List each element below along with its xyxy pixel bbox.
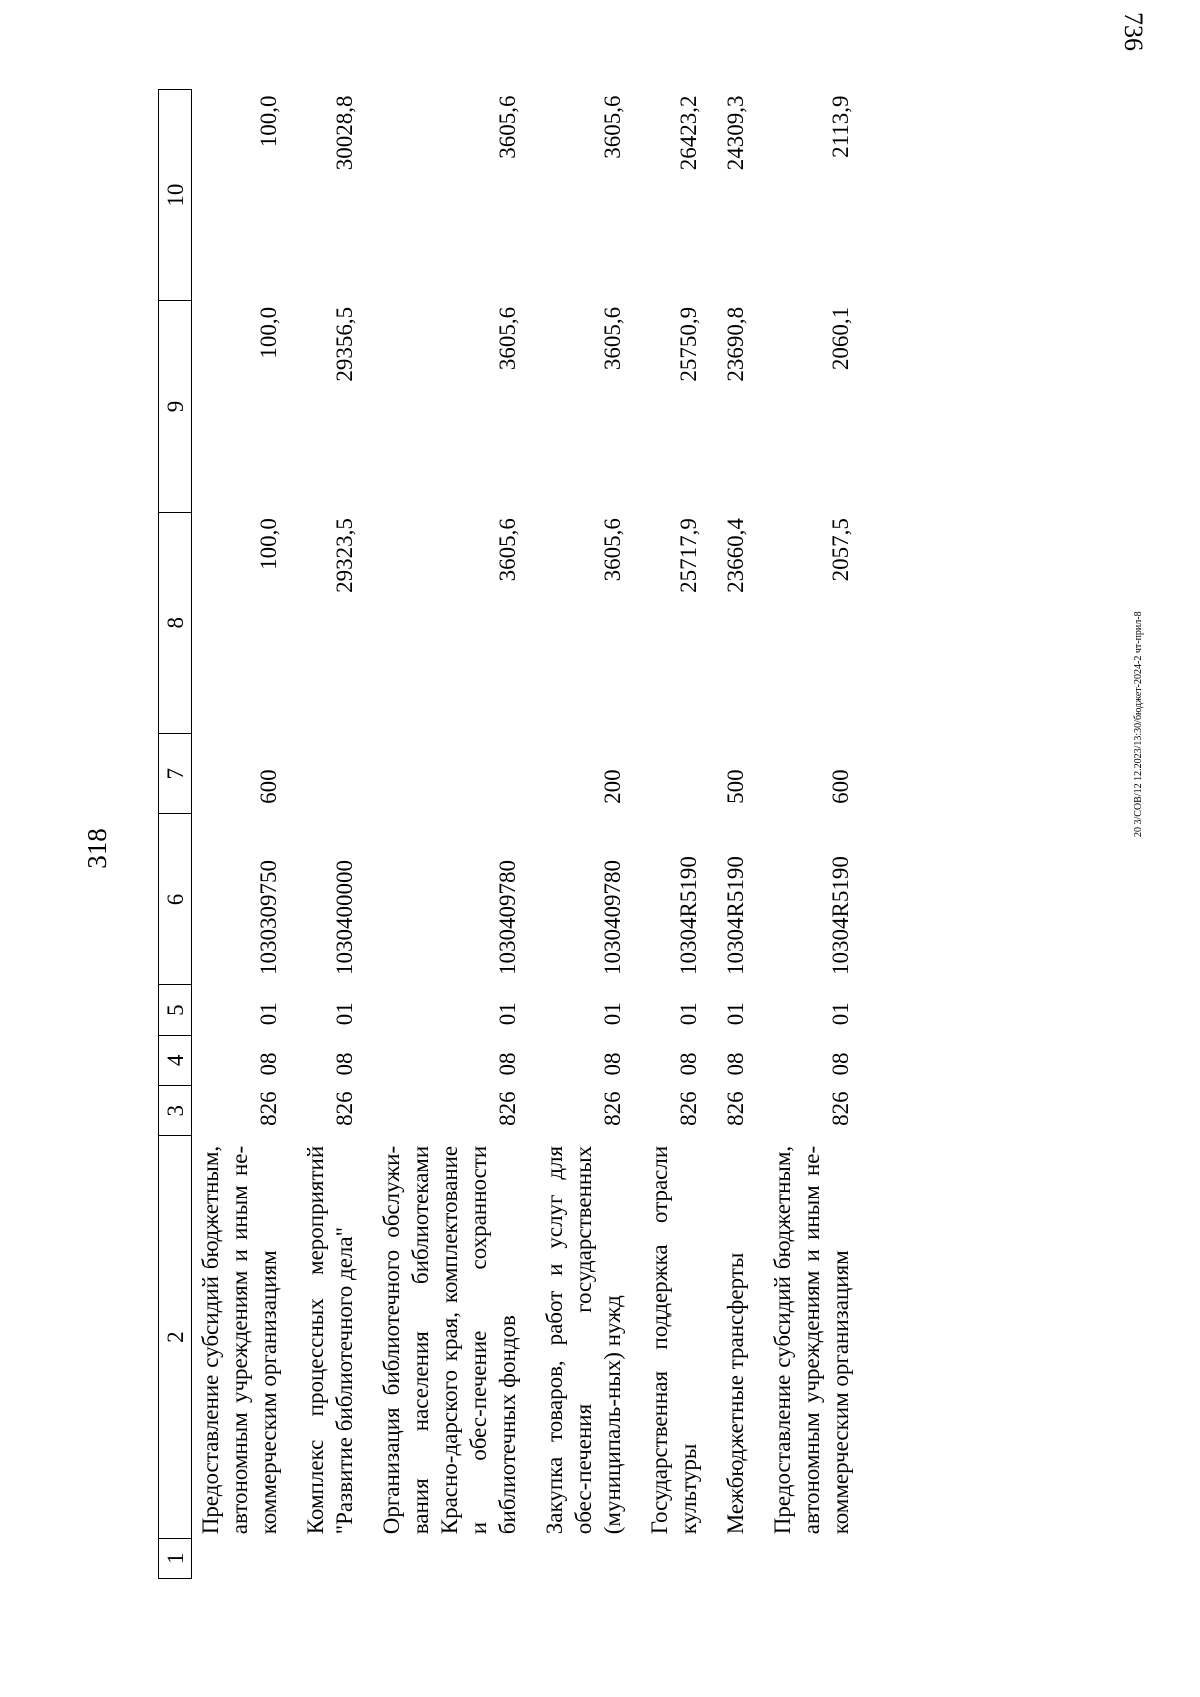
document-code: 20 3/СОВ/12 12.2023/13:30/бюджет-2024-2 чт-прил-8 xyxy=(1133,611,1144,837)
cell-c10: 30028,8 xyxy=(332,95,357,171)
cell-c9: 2060,1 xyxy=(828,306,853,371)
cell-c6: 1030309750 xyxy=(256,859,281,975)
cell-c8: 2057,5 xyxy=(828,518,853,582)
page-number: 318 xyxy=(82,828,112,869)
cell-c3: 826 xyxy=(495,1091,520,1126)
col-header-8: 8 xyxy=(159,512,192,733)
cell-c7: 200 xyxy=(600,769,625,804)
cell-c5: 01 xyxy=(723,1002,748,1026)
budget-table xyxy=(158,89,869,1579)
cell-c3: 826 xyxy=(332,1091,357,1126)
cell-c5: 01 xyxy=(676,1002,701,1026)
table-row xyxy=(192,90,298,1579)
cell-c6: 10304R5190 xyxy=(723,856,748,975)
cell-c4: 08 xyxy=(332,1052,357,1076)
col-header-4: 4 xyxy=(159,1035,192,1085)
cell-c9: 29356,5 xyxy=(332,306,357,382)
cell-c8: 3605,6 xyxy=(600,518,625,582)
header-row xyxy=(159,90,192,1579)
cell-c5: 01 xyxy=(828,1002,853,1026)
cell-c4: 08 xyxy=(256,1052,281,1076)
row-name: Организация библиотечного обслужи-вания населения библиотеками Красно-дарского края, комплектование и обес-печение сохранности библиотечных фондов xyxy=(379,1145,520,1535)
row-name: Межбюджетные трансферты xyxy=(723,1252,748,1535)
cell-c7: 500 xyxy=(723,769,748,804)
cell-c7 xyxy=(373,733,536,813)
cell-c7 xyxy=(641,733,717,813)
cell-c6: 10304R5190 xyxy=(676,856,701,975)
cell-c9: 23690,8 xyxy=(723,306,748,382)
row-name: Комплекс процессных мероприятий "Развитие библиотечного дела" xyxy=(303,1145,357,1535)
cell-c4: 08 xyxy=(495,1052,520,1076)
cell-c8: 25717,9 xyxy=(676,518,701,593)
col-header-6: 6 xyxy=(159,814,192,985)
cell-c6: 10304R5190 xyxy=(828,856,853,975)
cell-c10: 3605,6 xyxy=(495,95,520,159)
cell-c3: 826 xyxy=(828,1091,853,1126)
cell-c9: 3605,6 xyxy=(495,306,520,371)
cell-c9: 100,0 xyxy=(256,306,281,359)
cell-c9: 25750,9 xyxy=(676,306,701,382)
col-header-1: 1 xyxy=(159,1538,192,1578)
cell-c7 xyxy=(297,733,373,813)
cell-c8: 3605,6 xyxy=(495,518,520,582)
col-header-10: 10 xyxy=(159,90,192,301)
cell-c8: 100,0 xyxy=(256,518,281,570)
cell-c8: 29323,5 xyxy=(332,518,357,593)
cell-c10: 3605,6 xyxy=(600,95,625,159)
cell-c4: 08 xyxy=(723,1052,748,1076)
table-row xyxy=(717,90,764,1579)
cell-c5: 01 xyxy=(495,1002,520,1026)
cell-c10: 24309,3 xyxy=(723,95,748,171)
table-row xyxy=(536,90,641,1579)
col-header-7: 7 xyxy=(159,733,192,813)
table-row xyxy=(764,90,869,1579)
cell-c10: 100,0 xyxy=(256,95,281,148)
col-header-9: 9 xyxy=(159,301,192,512)
cell-c10: 26423,2 xyxy=(676,95,701,171)
cell-c5: 01 xyxy=(256,1002,281,1026)
col-header-3: 3 xyxy=(159,1086,192,1136)
row-name: Закупка товаров, работ и услуг для обес-печения государственных (муниципаль-ных) нужд xyxy=(542,1145,625,1535)
cell-c6: 1030400000 xyxy=(332,859,357,975)
cell-c3: 826 xyxy=(676,1091,701,1126)
cell-c10: 2113,9 xyxy=(828,95,853,158)
sheet-number: 736 xyxy=(1119,12,1148,51)
cell-c7: 600 xyxy=(256,769,281,804)
cell-c3: 826 xyxy=(600,1091,625,1126)
cell-c6: 1030409780 xyxy=(600,859,625,975)
row-name: Государственная поддержка отрасли культуры xyxy=(647,1145,701,1535)
cell-c5: 01 xyxy=(600,1002,625,1026)
col-header-2: 2 xyxy=(159,1136,192,1538)
cell-c5: 01 xyxy=(332,1002,357,1026)
cell-c4: 08 xyxy=(600,1052,625,1076)
row-name: Предоставление субсидий бюджетным, автономным учреждениям и иным не-коммерческим организациям xyxy=(198,1145,281,1535)
col-header-5: 5 xyxy=(159,985,192,1035)
table-row xyxy=(297,90,373,1579)
cell-c6: 1030409780 xyxy=(495,859,520,975)
table-row xyxy=(641,90,717,1579)
cell-c3: 826 xyxy=(723,1091,748,1126)
cell-c3: 826 xyxy=(256,1091,281,1126)
cell-c7: 600 xyxy=(828,769,853,804)
cell-c8: 23660,4 xyxy=(723,518,748,593)
cell-c4: 08 xyxy=(828,1052,853,1076)
cell-c4: 08 xyxy=(676,1052,701,1076)
row-name: Предоставление субсидий бюджетным, автономным учреждениям и иным не-коммерческим организациям xyxy=(770,1145,853,1535)
cell-c9: 3605,6 xyxy=(600,306,625,371)
table-row xyxy=(373,90,536,1579)
